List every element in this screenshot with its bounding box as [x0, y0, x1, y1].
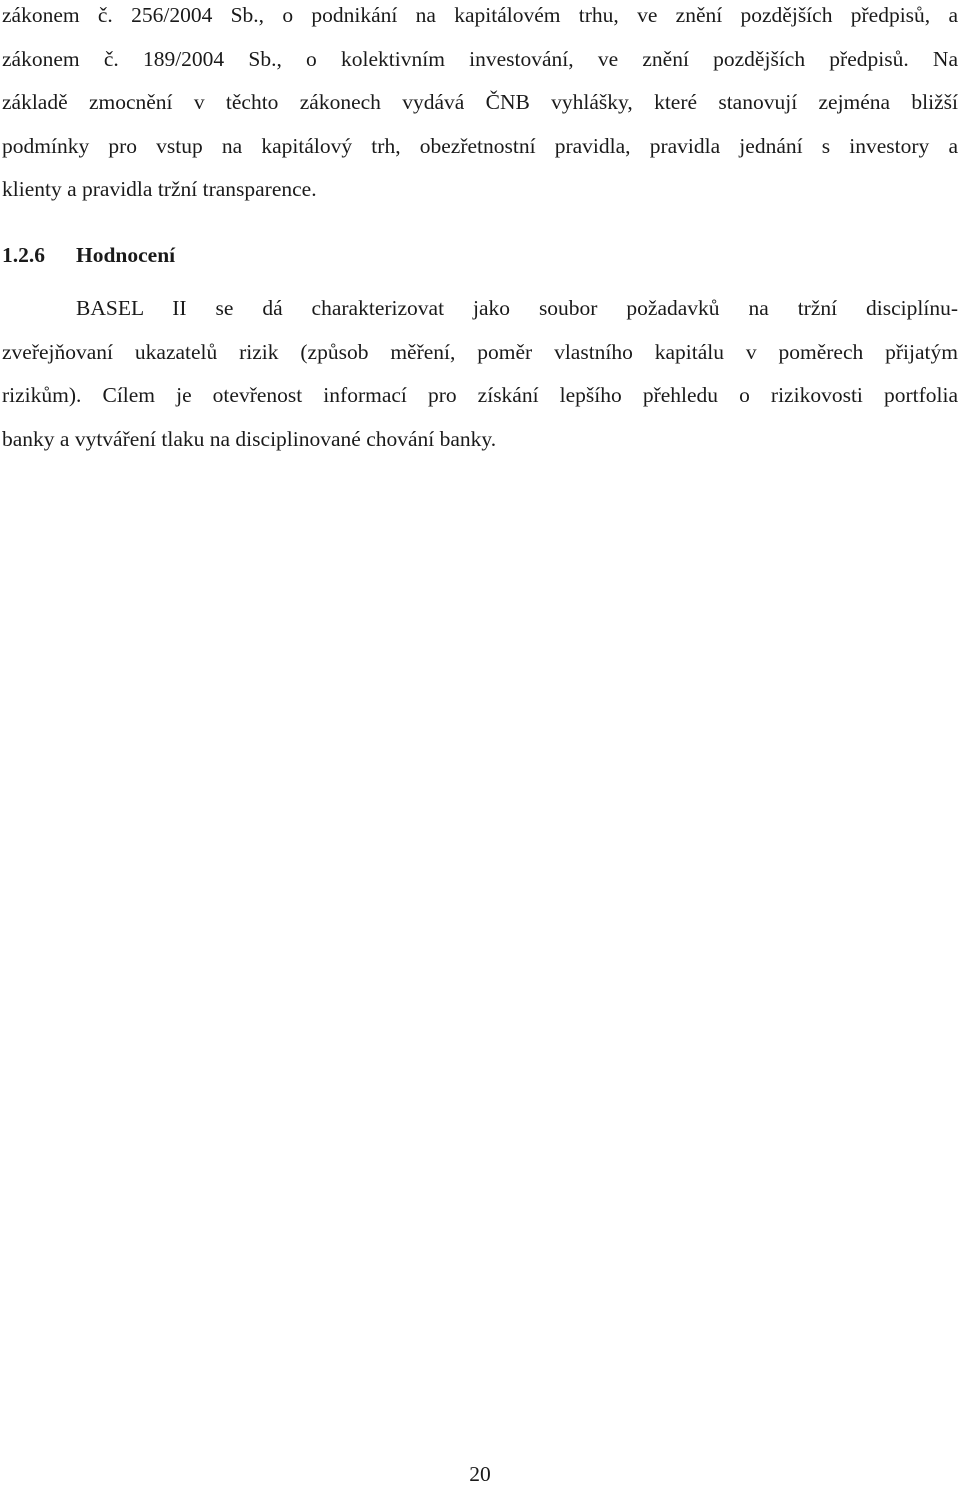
- paragraph-basel: [2, 287, 958, 461]
- paragraph-line: rizikům). Cílem je otevřenost informací pro získání lepšího přehledu o rizikovosti portfolia: [2, 383, 958, 408]
- section-title: Hodnocení: [76, 243, 176, 267]
- paragraph-line: banky a vytváření tlaku na disciplinované chování banky.: [2, 426, 497, 451]
- section-number: 1.2.6: [2, 243, 45, 267]
- paragraph-line: základě zmocnění v těchto zákonech vydává ČNB vyhlášky, které stanovují zejména bližší: [2, 90, 958, 115]
- page-number: 20: [469, 1462, 491, 1486]
- paragraph-legislation: [2, 0, 958, 212]
- paragraph-line: zákonem č. 189/2004 Sb., o kolektivním investování, ve znění pozdějších předpisů. Na: [2, 46, 958, 71]
- paragraph-line: klienty a pravidla tržní transparence.: [2, 177, 317, 202]
- paragraph-line: zákonem č. 256/2004 Sb., o podnikání na kapitálovém trhu, ve znění pozdějších předpisů, a: [2, 3, 958, 27]
- paragraph-line: zveřejňovaní ukazatelů rizik (způsob měření, poměr vlastního kapitálu v poměrech přijatým: [2, 339, 958, 364]
- section-heading: [2, 233, 175, 277]
- paragraph-line: podmínky pro vstup na kapitálový trh, obezřetnostní pravidla, pravidla jednání s investory a: [2, 133, 958, 158]
- paragraph-line: BASEL II se dá charakterizovat jako soubor požadavků na tržní disciplínu-: [76, 296, 958, 320]
